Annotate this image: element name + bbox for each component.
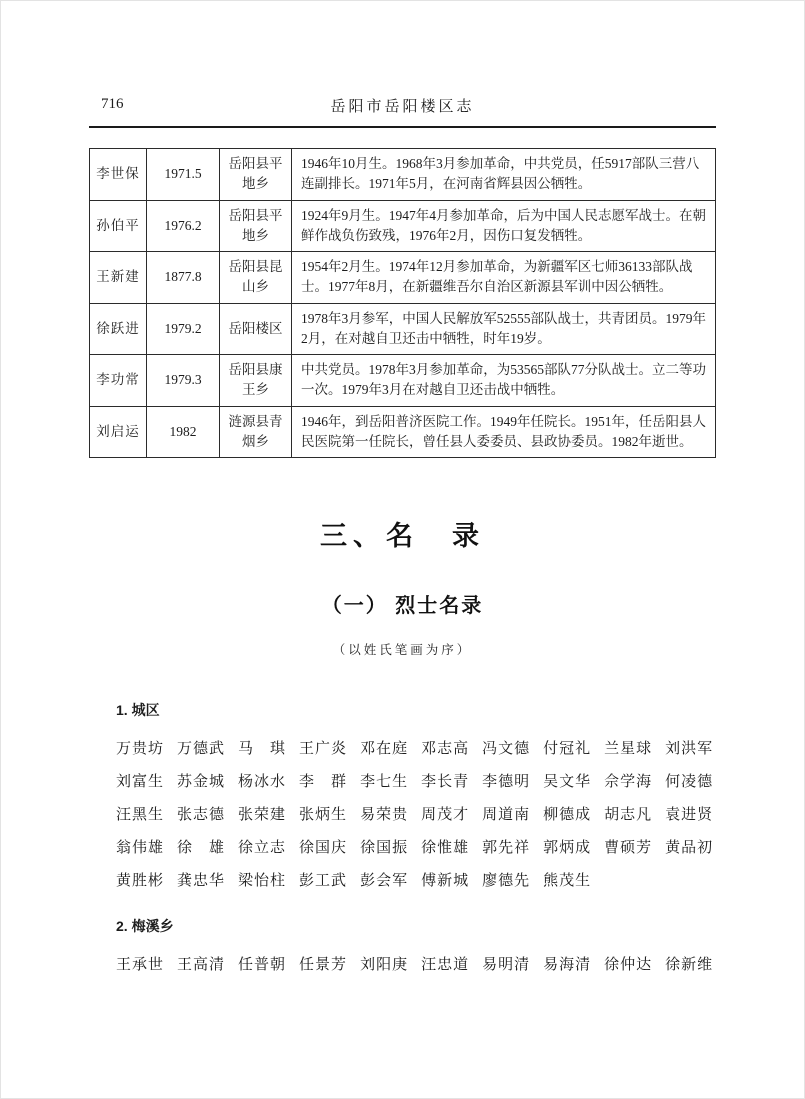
martyr-name: 兰星球 — [604, 741, 653, 757]
name-row — [116, 836, 716, 857]
martyr-name: 易荣贵 — [360, 807, 409, 823]
martyr-name: 徐 雄 — [177, 840, 226, 856]
martyr-name: 彭工武 — [299, 873, 348, 889]
place-cell: 岳阳县平地乡 — [220, 149, 292, 201]
martyr-name: 易海清 — [543, 957, 592, 973]
martyr-name: 付冠礼 — [543, 741, 592, 757]
martyr-name: 王承世 — [116, 957, 165, 973]
martyr-name: 何凌德 — [665, 774, 714, 790]
martyr-name: 张荣建 — [238, 807, 287, 823]
martyr-name: 李七生 — [360, 774, 409, 790]
name-row — [116, 737, 716, 758]
martyr-name: 杨冰水 — [238, 774, 287, 790]
place-cell: 岳阳县平地乡 — [220, 200, 292, 252]
martyr-name: 柳德成 — [543, 807, 592, 823]
martyr-name: 邓志高 — [421, 741, 470, 757]
martyr-name: 周茂才 — [421, 807, 470, 823]
person-name-cell: 李世保 — [90, 149, 147, 201]
biography-cell: 1924年9月生。1947年4月参加革命，后为中国人民志愿军战士。在朝鲜作战负伤致残，1976年2月，因伤口复发牺牲。 — [292, 200, 716, 252]
death-date-cell: 1979.2 — [147, 303, 220, 355]
martyr-name: 万贵坊 — [116, 741, 165, 757]
ordering-note: （以姓氏笔画为序） — [332, 643, 473, 657]
list-section-heading: 2. 梅溪乡 — [116, 918, 174, 934]
death-date-cell: 1971.5 — [147, 149, 220, 201]
martyr-name: 刘富生 — [116, 774, 165, 790]
person-name-cell: 徐跃进 — [90, 303, 147, 355]
biography-cell: 1946年，到岳阳普济医院工作。1949年任院长。1951年，任岳阳县人民医院第一任院长，曾任县人委委员、县政协委员。1982年逝世。 — [292, 406, 716, 458]
martyr-name: 廖德先 — [482, 873, 531, 889]
list-section-heading: 1. 城区 — [116, 702, 160, 718]
page-number: 716 — [101, 96, 124, 112]
death-date-cell: 1976.2 — [147, 200, 220, 252]
martyr-name: 徐惟雄 — [421, 840, 470, 856]
martyr-name: 周道南 — [482, 807, 531, 823]
martyr-name: 李 群 — [299, 774, 348, 790]
martyr-name: 梁怡柱 — [238, 873, 287, 889]
martyr-name: 黄品初 — [665, 840, 714, 856]
place-cell: 岳阳楼区 — [220, 303, 292, 355]
martyr-name: 易明清 — [482, 957, 531, 973]
martyr-name: 徐国振 — [360, 840, 409, 856]
table-row — [90, 406, 716, 458]
biography-table — [89, 148, 716, 458]
name-row — [116, 869, 716, 890]
table-row — [90, 303, 716, 355]
name-row — [116, 803, 716, 824]
person-name-cell: 王新建 — [90, 252, 147, 304]
martyr-name: 曹硕芳 — [604, 840, 653, 856]
name-row — [116, 770, 716, 791]
martyr-name: 马 琪 — [238, 741, 287, 757]
martyr-name: 李德明 — [482, 774, 531, 790]
person-name-cell: 李功常 — [90, 355, 147, 407]
martyr-name: 龚忠华 — [177, 873, 226, 889]
martyr-name: 张炳生 — [299, 807, 348, 823]
martyr-name: 胡志凡 — [604, 807, 653, 823]
place-cell: 岳阳县康王乡 — [220, 355, 292, 407]
martyr-name: 王高清 — [177, 957, 226, 973]
martyr-name: 万德武 — [177, 741, 226, 757]
person-name-cell: 孙伯平 — [90, 200, 147, 252]
book-title: 岳阳市岳阳楼区志 — [330, 99, 475, 115]
martyr-name: 汪忠道 — [421, 957, 470, 973]
martyr-name: 李长青 — [421, 774, 470, 790]
death-date-cell: 1877.8 — [147, 252, 220, 304]
person-name-cell: 刘启运 — [90, 406, 147, 458]
martyr-name: 郭先祥 — [482, 840, 531, 856]
martyr-name: 郭炳成 — [543, 840, 592, 856]
martyr-name: 徐仲达 — [604, 957, 653, 973]
biography-cell: 1946年10月生。1968年3月参加革命，中共党员，任5917部队三营八连副排长。1971年5月，在河南省辉县因公牺牲。 — [292, 149, 716, 201]
martyr-name: 汪黑生 — [116, 807, 165, 823]
martyr-name: 刘阳庚 — [360, 957, 409, 973]
biography-cell: 1954年2月生。1974年12月参加革命，为新疆军区七师36133部队战士。1977年8月，在新疆维吾尔自治区新源县军训中因公牺牲。 — [292, 252, 716, 304]
martyr-name: 刘洪军 — [665, 741, 714, 757]
martyr-name: 徐国庆 — [299, 840, 348, 856]
page-header — [89, 95, 716, 128]
martyr-name: 佘学海 — [604, 774, 653, 790]
martyr-name: 张志德 — [177, 807, 226, 823]
martyr-name: 黄胜彬 — [116, 873, 165, 889]
martyr-name: 苏金城 — [177, 774, 226, 790]
martyr-name: 任普朝 — [238, 957, 287, 973]
place-cell: 岳阳县昆山乡 — [220, 252, 292, 304]
martyr-name: 熊茂生 — [543, 873, 592, 889]
martyr-name: 冯文德 — [482, 741, 531, 757]
subsection-title: （一） 烈士名录 — [321, 595, 484, 617]
table-row — [90, 355, 716, 407]
section-title: 三、名 录 — [320, 521, 485, 551]
martyr-name: 邓在庭 — [360, 741, 409, 757]
place-cell: 涟源县青烟乡 — [220, 406, 292, 458]
martyr-name: 吴文华 — [543, 774, 592, 790]
martyr-name: 王广炎 — [299, 741, 348, 757]
martyr-name: 袁进贤 — [665, 807, 714, 823]
page-content — [1, 1, 804, 974]
biography-cell: 1978年3月参军，中国人民解放军52555部队战士，共青团员。1979年2月，在对越自卫还击中牺牲，时年19岁。 — [292, 303, 716, 355]
death-date-cell: 1979.3 — [147, 355, 220, 407]
martyr-name: 翁伟雄 — [116, 840, 165, 856]
name-row — [116, 953, 716, 974]
martyr-name: 彭会军 — [360, 873, 409, 889]
martyr-name: 徐新维 — [665, 957, 714, 973]
martyr-name: 傅新城 — [421, 873, 470, 889]
martyr-name: 任景芳 — [299, 957, 348, 973]
death-date-cell: 1982 — [147, 406, 220, 458]
biography-cell: 中共党员。1978年3月参加革命，为53565部队77分队战士。立二等功一次。1979年3月在对越自卫还击战中牺牲。 — [292, 355, 716, 407]
table-row — [90, 252, 716, 304]
table-row — [90, 149, 716, 201]
martyr-name-lists — [116, 700, 716, 974]
table-row — [90, 200, 716, 252]
martyr-name: 徐立志 — [238, 840, 287, 856]
